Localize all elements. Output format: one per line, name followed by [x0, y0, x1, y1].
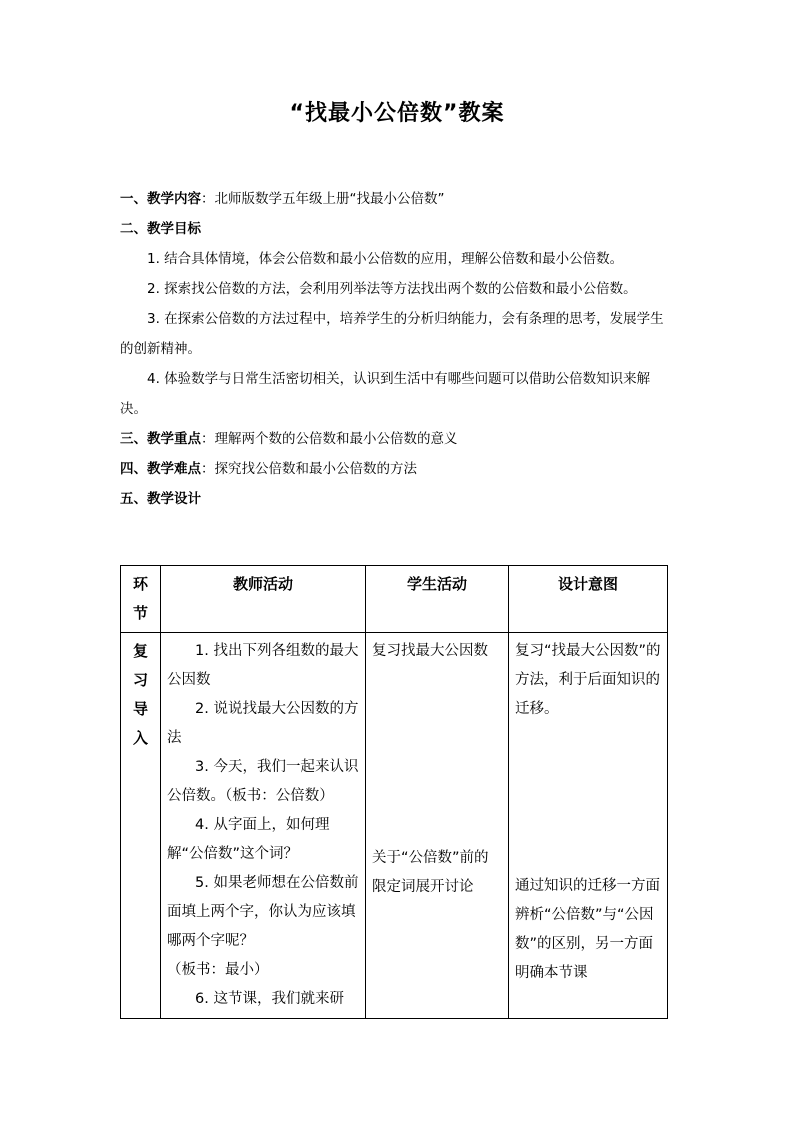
section-label: 一、教学内容 — [120, 191, 201, 207]
goal-item: 4. 体验数学与日常生活密切相关，认识到生活中有哪些问题可以借助公倍数知识来解决。 — [120, 371, 651, 417]
header-stage: 环节 — [121, 566, 161, 633]
goal-item: 1. 结合具体情境，体会公倍数和最小公倍数的应用，理解公倍数和最小公倍数。 — [147, 251, 624, 267]
goal-item: 3. 在探索公倍数的方法过程中，培养学生的分析归纳能力，会有条理的思考，发展学生的创新精神。 — [120, 311, 664, 357]
teacher-step: （板书：最小） — [167, 962, 269, 978]
lesson-design-table — [120, 565, 668, 1019]
header-intent: 设计意图 — [509, 566, 668, 633]
design-intent: 通过知识的迁移一方面辨析“公倍数”与“公因数”的区别，另一方面明确本节课 — [515, 878, 660, 981]
section-design-heading: 五、教学设计 — [120, 491, 201, 507]
teacher-activity-cell — [161, 633, 366, 1019]
teacher-step: 4. 从字面上，如何理解“公倍数”这个词？ — [167, 817, 330, 862]
student-activity: 复习找最大公因数 — [372, 643, 488, 659]
section-text: ：理解两个数的公倍数和最小公倍数的意义 — [201, 431, 458, 447]
student-activity-cell — [366, 633, 509, 1019]
teacher-step: 3. 今天，我们一起来认识公倍数。（板书：公倍数） — [167, 759, 359, 804]
lesson-body — [120, 184, 676, 514]
section-text: ：北师版数学五年级上册“找最小公倍数” — [201, 191, 445, 207]
design-intent-cell — [509, 633, 668, 1019]
teacher-step: 5. 如果老师想在公倍数前面填上两个字，你认为应该填哪两个字呢？ — [167, 875, 359, 949]
section-goals-heading: 二、教学目标 — [120, 221, 201, 237]
header-teacher: 教师活动 — [161, 566, 366, 633]
goal-item: 2. 探索找公倍数的方法，会利用列举法等方法找出两个数的公倍数和最小公倍数。 — [147, 281, 637, 297]
section-difficulties — [120, 454, 676, 484]
table-header-row — [121, 566, 668, 633]
student-activity: 关于“公倍数”前的限定词展开讨论 — [372, 850, 489, 895]
teacher-step: 6. 这节课，我们就来研 — [195, 991, 344, 1007]
section-key-points — [120, 424, 676, 454]
spacer — [372, 666, 502, 844]
section-label: 三、教学重点 — [120, 431, 201, 447]
section-content — [120, 184, 676, 214]
section-label: 四、教学难点 — [120, 461, 201, 477]
section-text: ：探究找公倍数和最小公倍数的方法 — [201, 461, 417, 477]
header-student: 学生活动 — [366, 566, 509, 633]
teacher-step: 2. 说说找最大公因数的方法 — [167, 701, 359, 746]
teacher-step: 1. 找出下列各组数的最大公因数 — [167, 643, 359, 688]
stage-cell: 复习导入 — [121, 633, 161, 1019]
table-row — [121, 633, 668, 1019]
document-title: “找最小公倍数”教案 — [289, 101, 505, 126]
spacer — [515, 724, 661, 872]
design-intent: 复习“找最大公因数”的方法，利于后面知识的迁移。 — [515, 643, 661, 717]
